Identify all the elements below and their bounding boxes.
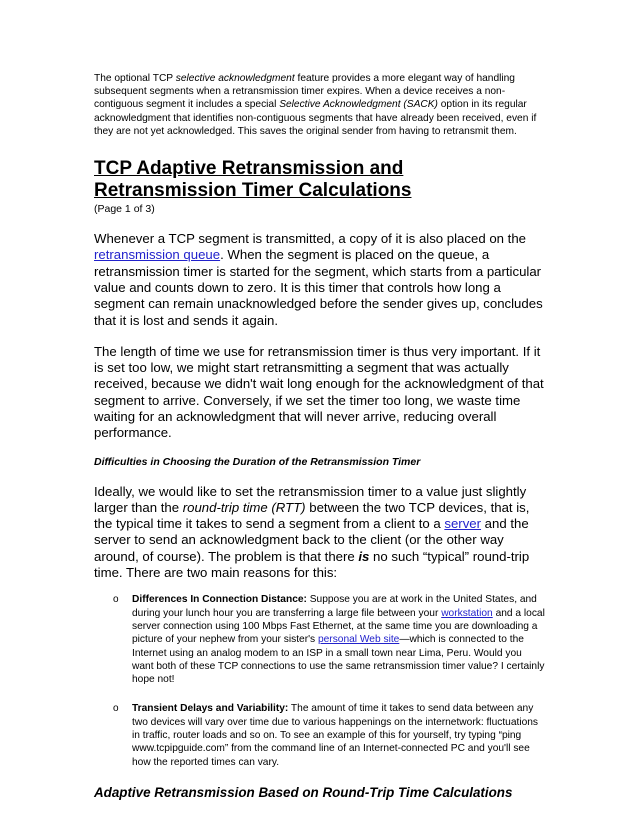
paragraph-1-text-1: Whenever a TCP segment is transmitted, a copy of it is also placed on the: [94, 231, 526, 247]
list-item: [94, 593, 546, 686]
paragraph-2: The length of time we use for retransmission timer is thus very important. If it is set too low, we might start retransmitting a segment that was actually received, because we didn't wait long enough for the acknowledgment of that segment to arrive. Conversely, if we set the timer too long, we waste time waiting for an acknowledgment that will never arrive, reducing overall performance.: [94, 343, 544, 441]
personal-web-site-link[interactable]: personal Web site: [317, 634, 400, 646]
reasons-list: [94, 593, 546, 769]
paragraph-3-text-1: Ideally, we would like to set the retransmission timer to a value just slightly larger than the: [94, 483, 527, 515]
paragraph-3-text-3: and the server to send an acknowledgment back to the client (or the other way around, of course). The problem is that there: [94, 516, 529, 564]
workstation-link[interactable]: workstation: [441, 607, 493, 619]
bullet-marker: o: [113, 594, 119, 606]
retransmission-queue-link[interactable]: retransmission queue: [94, 247, 221, 263]
subheading-difficulties: Difficulties in Choosing the Duration of the Retransmission Timer: [94, 455, 421, 468]
page-title: [94, 158, 546, 202]
server-link[interactable]: server: [444, 516, 482, 532]
intro-text-2: feature provides a more elegant way of handling subsequent segments when a retransmission timer expires. When a device receives a non-contiguous segment it includes a special: [94, 73, 515, 111]
paragraph-3-text-4: no such “typical” round-trip time. There are two main reasons for this:: [94, 548, 530, 581]
intro-emphasis-2: Selective Acknowledgment (SACK): [279, 99, 438, 111]
intro-paragraph: [94, 72, 546, 138]
reason-1-text-2: and a local server connection using 100 Mbps Fast Ethernet, at the same time you are downloading a picture of your nephew from your sister's: [132, 607, 545, 646]
paragraph-3-emphasis-rtt: round-trip time (RTT): [182, 499, 306, 515]
intro-text-3: option in its regular acknowledgment that identifies non-contiguous segments that have already been received, even if they are not yet acknowledged. This saves the original sender from having to retransmit them.: [94, 99, 537, 137]
document-page: [94, 72, 546, 801]
reason-1-text-3: —which is connected to the Internet using an analog modem to an ISP in a small town near Lima, Peru. Would you want both of these TCP connections to use the same retransmission timer value? I certainly hope not!: [132, 634, 545, 686]
paragraph-3-emphasis-is: is: [358, 548, 370, 564]
page-number-note: (Page 1 of 3): [94, 203, 155, 216]
title-line-1: TCP Adaptive Retransmission and: [94, 158, 404, 180]
intro-emphasis-1: selective acknowledgment: [175, 73, 295, 84]
reason-2-text-1: The amount of time it takes to send data between any two devices will vary over time due to various happenings on the internetwork: fluctuations in traffic, router loads and so on. To see an example of this for yourself, try typing “ping www.tcpipguide.com” from the command line of an Internet-connected PC and you'll see how the reported times can vary.: [132, 703, 539, 768]
intro-text-1: The optional TCP: [94, 73, 176, 84]
section-heading-adaptive: Adaptive Retransmission Based on Round-Trip Time Calculations: [94, 784, 513, 800]
paragraph-1: [94, 231, 546, 329]
reason-2-label: Transient Delays and Variability:: [132, 703, 289, 715]
paragraph-1-text-2: . When the segment is placed on the queue, a retransmission timer is started for the segment, which starts from a particular value and counts down to zero. It is this timer that controls how long a segment can remain unacknowledged before the sender gives up, concludes that it is lost and sends it again.: [94, 247, 543, 328]
paragraph-3-text-2: between the two TCP devices, that is, the typical time it takes to send a segment from a client to a: [94, 499, 530, 532]
bullet-marker: o: [113, 703, 119, 715]
list-item: [94, 702, 546, 768]
title-line-2: Retransmission Timer Calculations: [94, 180, 412, 202]
reason-1-label: Differences In Connection Distance:: [132, 594, 307, 606]
reason-1-text-1: Suppose you are at work in the United States, and during your lunch hour you are transferring a large file between your: [132, 594, 537, 619]
paragraph-3: [94, 484, 546, 582]
